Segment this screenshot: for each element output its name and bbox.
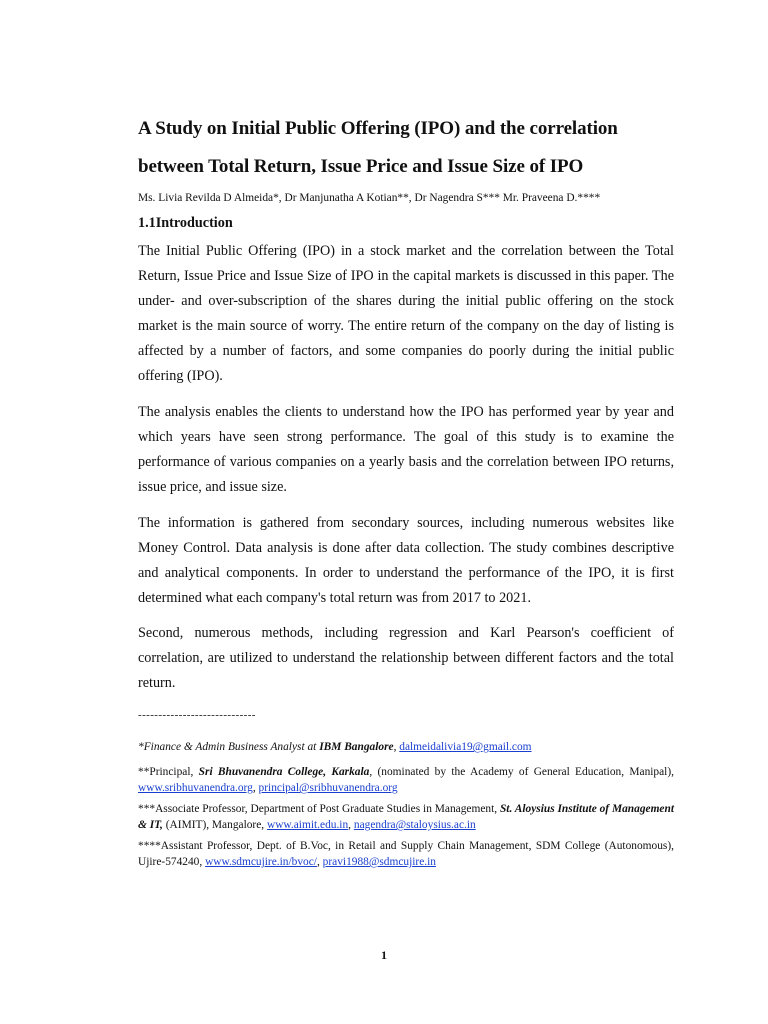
body-paragraph: Second, numerous methods, including regression and Karl Pearson's coefficient of correlation, are utilized to understand the relationship between different factors and the total return. (138, 625, 674, 691)
footnote-prefix: ***Associate Professor, Department of Post Graduate Studies in Management, (138, 803, 500, 815)
footnote-separator-text: , (252, 782, 259, 794)
footnote-rest: , (nominated by the Academy of General Education, Manipal), (369, 766, 674, 778)
footnote-text: ****Assistant Professor, Dept. of B.Voc, in Retail and Supply Chain Management, SDM College (Autonomous), Ujire-574240, (138, 840, 674, 868)
body-paragraph: The information is gathered from secondary sources, including numerous websites like Money Control. Data analysis is done after data collection. The study combines descriptive and analytical components. In order to understand the performance of the IPO, it is first determined what each company's total return was from 2017 to 2021. (138, 515, 674, 606)
footnote-org: St. Aloysius Institute of Management & IT, (138, 803, 674, 831)
footnote-rest: (AIMIT), Mangalore, (162, 819, 267, 831)
email-link[interactable]: principal@sribhuvanendra.org (258, 782, 398, 794)
body-paragraph: The analysis enables the clients to understand how the IPO has performed year by year and which years have seen strong performance. The goal of this study is to examine the performance of various companies on a yearly basis and the correlation between IPO returns, issue price, and issue size. (138, 404, 674, 495)
section-heading: 1.1Introduction (138, 215, 233, 231)
footnote-separator: ----------------------------- (138, 709, 256, 721)
website-link[interactable]: www.sribhuvanendra.org (138, 782, 253, 794)
page-number: 1 (381, 948, 387, 962)
email-link[interactable]: pravi1988@sdmcujire.in (322, 856, 436, 868)
footnote-org: Sri Bhuvanendra College, Karkala (198, 766, 370, 778)
website-link[interactable]: www.sdmcujire.in/bvoc/ (205, 856, 317, 868)
footnote-org: IBM Bangalore (319, 741, 394, 753)
body-paragraph: The Initial Public Offering (IPO) in a stock market and the correlation between the Total Return, Issue Price and Issue Size of IPO in the capital markets is discussed in this paper. The under- and over-subscription of the shares during the initial public offering on the stock market is the main source of worry. The entire return of the company on the day of listing is affected by a number of factors, and some companies do poorly during the initial public offering (IPO). (138, 243, 674, 384)
author-list: Ms. Livia Revilda D Almeida*, Dr Manjunatha A Kotian**, Dr Nagendra S*** Mr. Praveena D.**** (138, 192, 601, 204)
footnote-3 (138, 801, 674, 833)
email-link[interactable]: dalmeidalivia19@gmail.com (399, 741, 532, 753)
website-link[interactable]: www.aimit.edu.in (266, 819, 349, 831)
footnote-separator-text: , (348, 819, 354, 831)
footnote-prefix: **Principal, (138, 766, 199, 778)
footnote-role: *Finance & Admin Business Analyst at (138, 741, 320, 753)
footnote-separator-text: , (393, 741, 400, 753)
footnote-4 (138, 838, 674, 870)
footnote-1 (138, 739, 674, 755)
footnote-2 (138, 764, 674, 796)
footnote-separator-text: , (316, 856, 323, 868)
paper-title: A Study on Initial Public Offering (IPO) and the correlation between Total Return, Issue Price and Issue Size of IPO (138, 118, 618, 177)
email-link[interactable]: nagendra@staloysius.ac.in (353, 819, 476, 831)
